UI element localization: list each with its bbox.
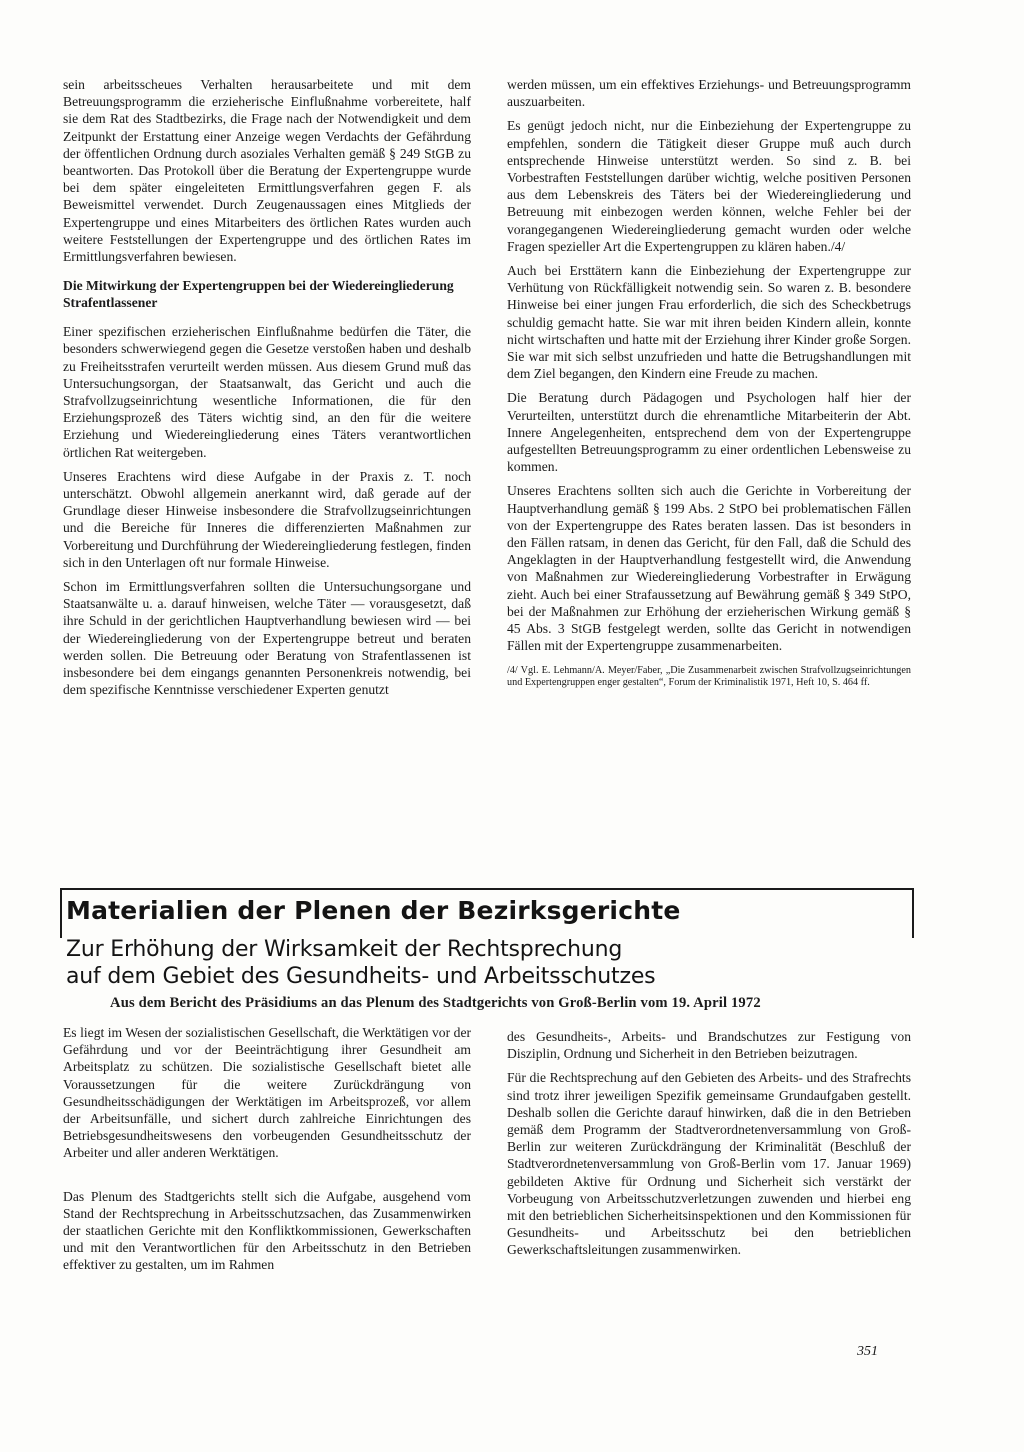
footnote: /4/ Vgl. E. Lehmann/A. Meyer/Faber, „Die Zusammenarbeit zwischen Strafvollzugseinrichtungen und Expertengruppen enger gestalten“, Forum der Kriminalistik 1971, Heft 10, S. 464 ff.: [507, 664, 911, 689]
headline-line-1: Zur Erhöhung der Wirksamkeit der Rechtsprechung: [66, 937, 623, 962]
paragraph: Auch bei Ersttätern kann die Einbeziehung der Expertengruppe zur Verhütung von Rückfälligkeit notwendig sein. So waren z. B. besondere Hinweise bei einer jungen Frau erforderlich, die sich des Scheckbetrugs schuldig gemacht hatte. Sie war mit ihren beiden Kindern allein, konnte nicht wirtschaften und hatte mit der Erziehung ihrer Kinder große Sorgen. Sie war mit sich selbst unzufrieden und hatte die Betrugshandlungen mit dem Ziel begangen, den Kindern eine Freude zu machen.: [507, 263, 911, 382]
page-number: 351: [857, 1344, 878, 1359]
article-headline: [66, 936, 655, 990]
section-subheading: Die Mitwirkung der Expertengruppen bei der Wiedereingliederung Strafentlassener: [63, 278, 454, 311]
article-subheadline: Aus dem Bericht des Präsidiums an das Plenum des Stadtgerichts von Groß-Berlin vom 19. April 1972: [110, 995, 761, 1011]
article-column-4: [507, 1028, 911, 1259]
paragraph: Das Plenum des Stadtgerichts stellt sich die Aufgabe, ausgehend vom Stand der Rechtsprechung in Arbeitsschutzsachen, das Zusammenwirken der staatlichen Gerichte mit den Konfliktkommissionen, Gewerkschaften und mit den Verantwortlichen für den Arbeitsschutz in den Betrieben effektiver zu gestalten, um im Rahmen: [63, 1188, 471, 1273]
paragraph: Unseres Erachtens wird diese Aufgabe in der Praxis z. T. noch unterschätzt. Obwohl allgemein anerkannt wird, daß gerade auf der Grundlage dieser Hinweise insbesondere die Strafvollzugseinrichtungen und die Bereiche für Inneres die differenzierten Maßnahmen zur Vorbereitung und Durchführung der Wiedereingliederung festlegen, finden sich in den Unterlagen oft nur formale Hinweise.: [63, 468, 471, 570]
paragraph: Es liegt im Wesen der sozialistischen Gesellschaft, die Werktätigen vor der Gefährdung und vor der Beeinträchtigung ihrer Gesundheit am Arbeitsplatz zu schützen. Die sozialistische Gesellschaft bietet alle Voraussetzungen für die weitere Zurückdrängung von Gesundheitsschädigungen der Werktätigen im Arbeitsprozeß, vor allem der Arbeitsunfälle, und sichert durch zahlreiche Einrichtungen des Betriebsgesundheitswesens den vorbeugenden Gesundheitsschutz der Arbeiter und aller anderen Werktätigen.: [63, 1025, 471, 1161]
paragraph: des Gesundheits-, Arbeits- und Brandschutzes zur Festigung von Disziplin, Ordnung und Sicherheit in den Betrieben beizutragen.: [507, 1029, 911, 1062]
paragraph: Die Beratung durch Pädagogen und Psychologen half hier der Verurteilten, unterstützt durch die ehrenamtliche Mitarbeiterin der Abt. Innere Angelegenheiten, entsprechend dem von der Expertengruppe aufgestellten Betreuungsprogramm zu einer ordentlichen Lebensweise zu kommen.: [507, 390, 911, 475]
headline-line-2: auf dem Gebiet des Gesundheits- und Arbeitsschutzes: [66, 964, 656, 989]
paragraph: Schon im Ermittlungsverfahren sollten die Untersuchungsorgane und Staatsanwälte u. a. darauf hinweisen, welche Täter — vorausgesetzt, daß ihre Schuld in der gerichtlichen Hauptverhandlung bewiesen wird — bei der Wiedereingliederung von der Expertengruppe betreut und beraten werden sollen. Die Betreuung oder Beratung von Strafentlassenen ist insbesondere bei dem eingangs genannten Personenkreis notwendig, bei dem spezifische Kenntnisse verschiedener Experten genutzt: [63, 579, 471, 698]
paragraph: sein arbeitsscheues Verhalten herausarbeitete und mit dem Betreuungsprogramm die erzieherische Einflußnahme vorbereitete, half sie dem Rat des Stadtbezirks, die Frage nach der Notwendigkeit und dem Zeitpunkt der Erstattung einer Anzeige wegen Verdachts der Gefährdung der öffentlichen Ordnung durch asoziales Verhalten gemäß § 249 StGB zu beantworten. Das Protokoll über die Beratung der Expertengruppe wurde bei dem später eingeleiteten Ermittlungsverfahren gegen F. als Beweismittel verwendet. Durch Zeugenaussagen eines Mitglieds der Expertengruppe und eines Mitarbeiters des örtlichen Rates wurden auch weitere Feststellungen der Expertengruppe und des örtlichen Rates im Ermittlungsverfahren bewiesen.: [63, 77, 471, 265]
article-column-1: [63, 76, 471, 699]
article-column-3: [63, 1024, 471, 1274]
section-title: Materialien der Plenen der Bezirksgerichte: [66, 896, 681, 925]
paragraph: Für die Rechtsprechung auf den Gebieten des Arbeits- und des Strafrechts sind trotz ihrer jeweiligen Spezifik gemeinsame Grundaufgaben gestellt. Deshalb sollen die Gerichte darauf hinwirken, daß die in den Betrieben gemäß dem Programm der Stadtverordnetenversammlung von Groß-Berlin zur weiteren Zurückdrängung der Kriminalität (Beschluß der Stadtverordnetenversammlung von Groß-Berlin vom 17. Januar 1969) gebildeten Aktive für Ordnung und Sicherheit sich verstärkt der Vorbeugung von Arbeitsschutzverletzungen zuwenden und hierbei eng mit den betrieblichen Sicherheitsinspektionen und den Kommissionen für Gesundheits- und Arbeitsschutz bei den betrieblichen Gewerkschaftsleitungen zusammenwirken.: [507, 1070, 911, 1258]
paragraph: Einer spezifischen erzieherischen Einflußnahme bedürfen die Täter, die besonders schwerwiegend gegen die Gesetze verstoßen haben und deshalb zu Freiheitsstrafen verurteilt werden müssen. Aus diesem Grund muß das Untersuchungsorgan, der Staatsanwalt, das Gericht und auch die Strafvollzugseinrichtung wesentliche Informationen, die für den Erziehungsprozeß des Täters wichtig sind, an den für die weitere Erziehung und Wiedereingliederung eines Täters verantwortlichen örtlichen Rat weitergeben.: [63, 324, 471, 460]
article-column-2: [507, 76, 911, 690]
paragraph: Unseres Erachtens sollten sich auch die Gerichte in Vorbereitung der Hauptverhandlung gemäß § 199 Abs. 2 StPO bei problematischen Fällen von der Expertengruppe des Rates beraten lassen. Das ist besonders in den Fällen ratsam, in denen das Gericht, für den Fall, daß die Schuld des Angeklagten in der Hauptverhandlung festgestellt wird, die Anwendung von Maßnahmen zur Wiedereingliederung Vorbestrafter in Erwägung zieht. Auch bei einer Strafaussetzung auf Bewährung gemäß § 349 StPO, bei der Maßnahmen zur Erhöhung der erzieherischen Wirkung gemäß § 45 Abs. 3 StGB festgelegt werden, sollte das Gericht in notwendigen Fällen mit der Expertengruppe zusammenarbeiten.: [507, 483, 911, 654]
paragraph: werden müssen, um ein effektives Erziehungs- und Betreuungsprogramm auszuarbeiten.: [507, 77, 911, 110]
paragraph-gap: [63, 1169, 471, 1188]
paragraph: Es genügt jedoch nicht, nur die Einbeziehung der Expertengruppe zu empfehlen, sondern die Tätigkeit dieser Gruppe muß auch durch entsprechende Hinweise unterstützt werden. So sind z. B. bei Vorbestraften Feststellungen darüber wichtig, welche positiven Personen aus dem Lebenskreis des Täters bei der Wiedereingliederung und Betreuung mit einbezogen werden können, welche Fehler bei der vorangegangenen Wiedereingliederung gemacht wurden oder welche Fragen spezieller Art die Expertengruppen zu klären haben./4/: [507, 118, 911, 254]
